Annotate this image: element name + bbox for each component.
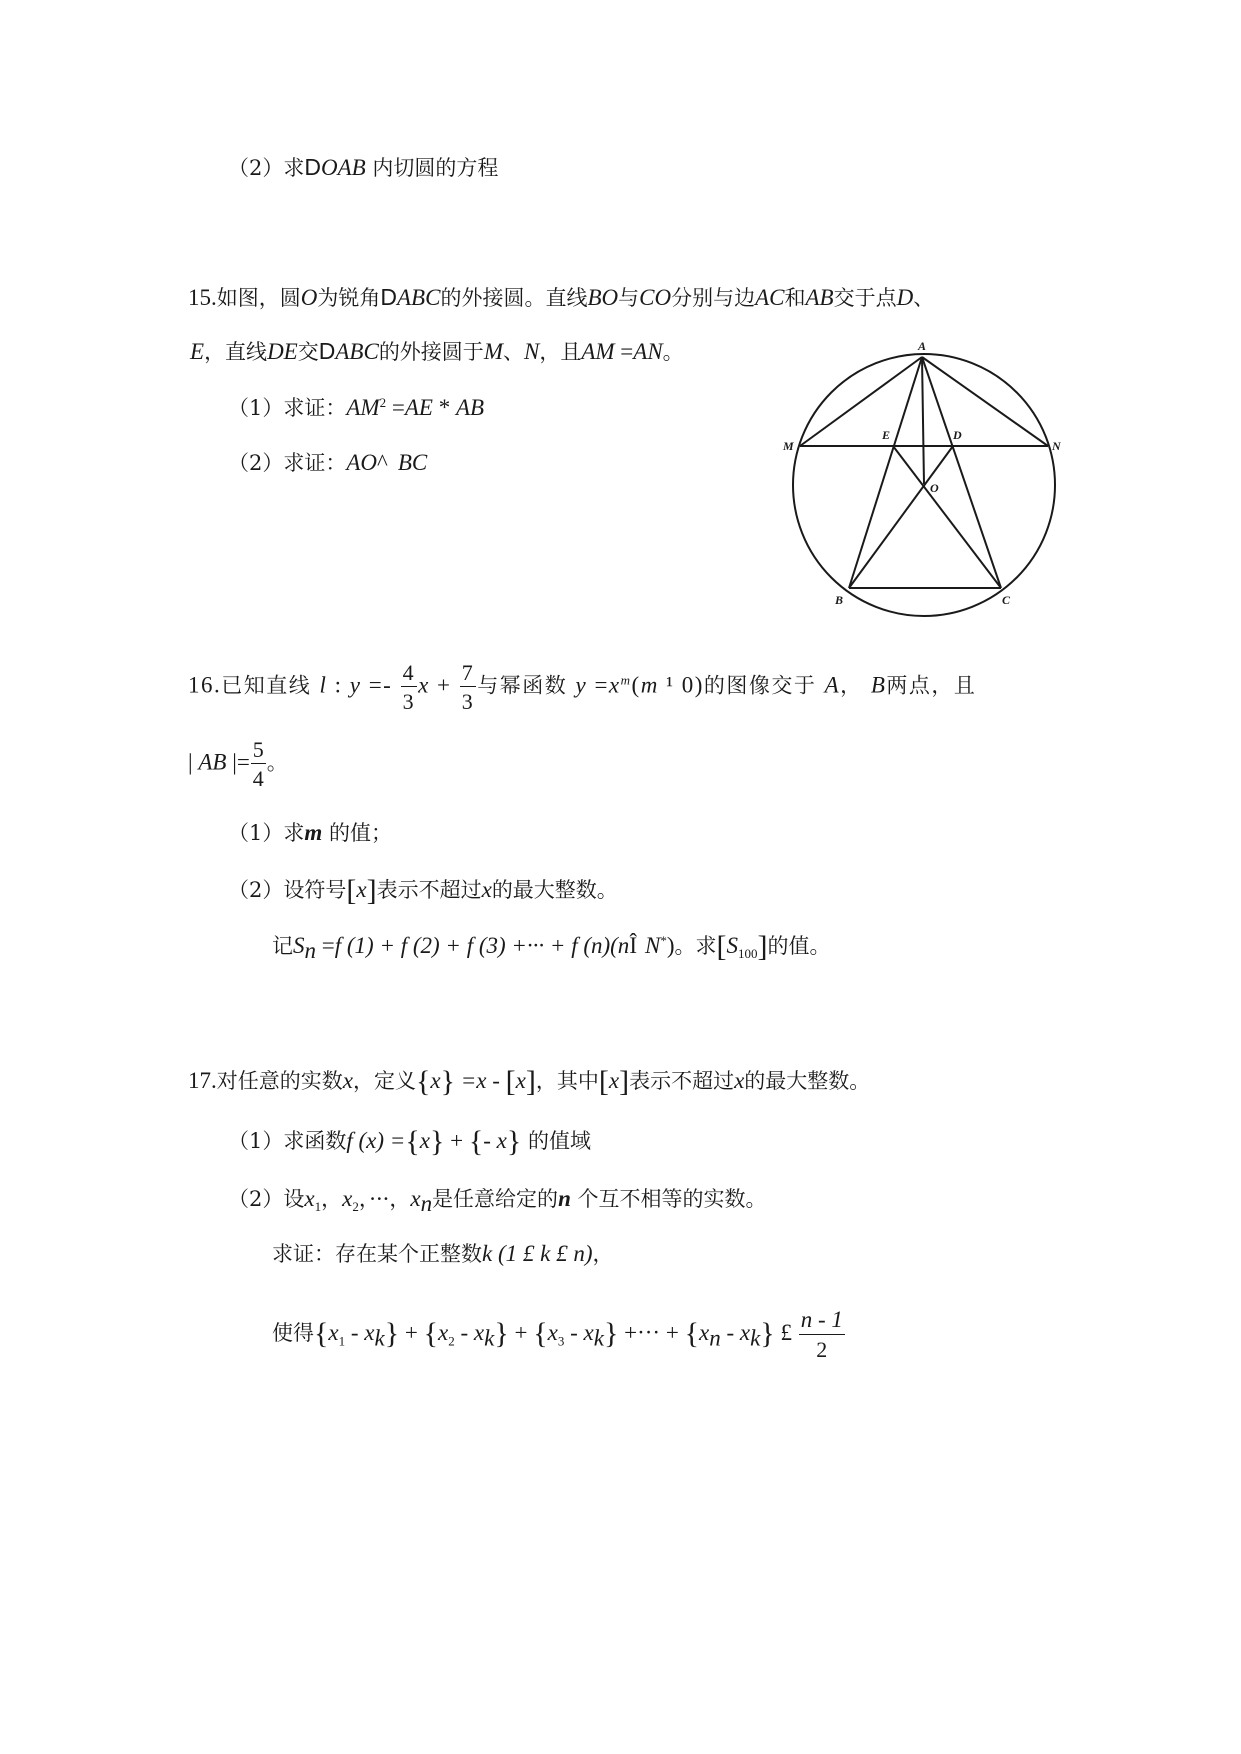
- subscript: 2: [448, 1333, 455, 1349]
- q16-part2: [228, 876, 618, 906]
- denominator: 3: [402, 689, 416, 715]
- math-abc: ABC: [335, 339, 379, 364]
- math-b: B: [870, 672, 887, 698]
- q15-line2: [190, 340, 684, 363]
- math-ab: AB: [198, 749, 227, 775]
- label-e: E: [882, 428, 891, 442]
- math-x: x: [547, 1320, 558, 1346]
- geometry-figure-circle: [775, 335, 1065, 625]
- denominator: 4: [252, 766, 264, 792]
- q16-part1: [228, 821, 392, 844]
- fraction-4-3: [401, 661, 418, 713]
- math-x: x: [410, 1186, 421, 1211]
- math-a: A: [824, 672, 841, 698]
- math-ab: AB: [805, 285, 834, 310]
- math-e: E: [190, 339, 205, 364]
- left-brace: {: [684, 1317, 699, 1351]
- numerator: n - 1: [799, 1308, 845, 1335]
- numerator: 5: [251, 738, 266, 764]
- math-ac: AC: [755, 285, 785, 310]
- math-o: O: [300, 285, 318, 310]
- exponent: 2: [379, 395, 387, 410]
- text: 如图，圆: [216, 286, 301, 310]
- text: ，且: [539, 340, 582, 364]
- q15-part2-prefix: （2）求证：: [228, 451, 347, 475]
- math-m: m: [304, 820, 323, 845]
- subscript-k: k: [484, 1325, 495, 1351]
- plus: +: [399, 1320, 424, 1346]
- right-brace: }: [760, 1317, 775, 1351]
- q17-line1: [188, 1067, 870, 1097]
- label-m: M: [783, 439, 794, 453]
- text: 的最大整数。: [491, 878, 618, 902]
- subscript-n: n: [304, 938, 316, 964]
- math-am: AM: [581, 339, 615, 364]
- q17-part2b: [272, 1242, 614, 1265]
- q15-line1: [188, 286, 934, 309]
- text: 交于点: [833, 286, 897, 310]
- superscript-star: *: [660, 933, 667, 948]
- text: ，直线: [204, 340, 268, 364]
- math-s: S: [293, 933, 305, 958]
- text: ，: [840, 673, 871, 698]
- not-equal-symbol: ¹: [658, 672, 682, 698]
- math-n: N: [523, 339, 540, 364]
- math-abc: ABC: [397, 285, 441, 310]
- text: 的值；: [322, 821, 392, 845]
- abs-bar-equals: |=: [226, 749, 250, 775]
- equals: =: [587, 672, 609, 698]
- right-brace: }: [440, 1065, 455, 1098]
- text: ，: [592, 1242, 614, 1266]
- left-brace: {: [423, 1317, 439, 1351]
- math-x: x: [608, 672, 621, 698]
- ellipsis: ，···，: [358, 1187, 411, 1211]
- math-bo: BO: [587, 285, 619, 310]
- equals-minus: =-: [361, 672, 400, 698]
- math-x: x: [342, 1186, 353, 1211]
- text: 记: [272, 934, 293, 958]
- times-symbol: *: [432, 395, 456, 420]
- fraction-5-4: [251, 738, 266, 790]
- right-bracket: ]: [525, 1065, 536, 1098]
- sum-expression: f (1) + f (2) + f (3) +··· + f (n)(n: [334, 933, 630, 958]
- math-x: x: [438, 1320, 449, 1346]
- paren: ): [666, 933, 675, 958]
- math-d: D: [896, 285, 914, 310]
- left-brace: {: [468, 1125, 484, 1158]
- range-expression: (1 £ k £ n): [492, 1241, 593, 1266]
- subscript-k: k: [374, 1325, 385, 1351]
- q15-part2: [228, 451, 427, 474]
- text: 交: [297, 340, 319, 364]
- plus-ellipsis: +··· +: [618, 1320, 685, 1346]
- fraction-n-minus-1-over-2: [799, 1308, 845, 1361]
- text: 分别与边: [671, 286, 756, 310]
- math-y: y: [349, 672, 362, 698]
- text: 的图像交于: [703, 673, 825, 698]
- less-equal-symbol: £: [774, 1320, 798, 1346]
- text: 的最大整数。: [744, 1069, 871, 1093]
- math-x: x: [583, 1320, 594, 1346]
- math-x: x: [356, 877, 367, 902]
- left-bracket: [: [716, 930, 727, 963]
- left-bracket: [: [598, 1065, 609, 1098]
- circle-diagram: [775, 335, 1065, 625]
- plus: +: [429, 672, 459, 698]
- label-a: A: [918, 339, 927, 353]
- denominator: 3: [461, 689, 475, 715]
- text: 是任意给定的: [432, 1187, 559, 1211]
- q17-part2-prefix: （2）设: [228, 1187, 305, 1211]
- q14-part2-prefix: （2）求: [228, 156, 305, 180]
- math-m: M: [483, 339, 503, 364]
- text: 已知直线: [221, 673, 320, 698]
- label-b: B: [835, 593, 844, 607]
- math-x: x: [515, 1068, 526, 1093]
- text: 个互不相等的实数。: [570, 1187, 767, 1211]
- math-neg-x: - x: [483, 1128, 507, 1153]
- left-brace: {: [314, 1317, 329, 1351]
- left-brace: {: [415, 1065, 431, 1098]
- math-an: AN: [633, 339, 663, 364]
- math-k: k: [482, 1241, 493, 1266]
- left-bracket: [: [505, 1065, 516, 1098]
- label-c: C: [1002, 593, 1011, 607]
- q16-part1-prefix: （1）求: [228, 821, 305, 845]
- q14-part2: [228, 156, 498, 179]
- label-o: O: [930, 481, 939, 495]
- math-bc: BC: [397, 450, 428, 475]
- equals: =: [614, 339, 634, 364]
- right-brace: }: [384, 1317, 400, 1351]
- q15-part1: [228, 396, 484, 419]
- label-d: D: [953, 428, 962, 442]
- q14-part2-rest: 内切圆的方程: [365, 156, 499, 180]
- text: 的外接圆于: [378, 340, 484, 364]
- perpendicular-symbol: ^: [377, 450, 388, 475]
- right-bracket: ]: [366, 874, 377, 907]
- math-am: AM: [346, 395, 380, 420]
- subscript-n: n: [420, 1191, 433, 1217]
- paren: (: [631, 672, 641, 698]
- math-x: x: [430, 1068, 441, 1093]
- math-x: x: [481, 877, 492, 902]
- text: 。: [266, 750, 288, 775]
- triangle-symbol: D: [380, 284, 397, 310]
- text: 使得: [272, 1321, 314, 1346]
- equals-expression: =x -: [455, 1068, 506, 1093]
- text: 求证：存在某个正整数: [272, 1242, 482, 1266]
- subscript-k: k: [593, 1325, 604, 1351]
- numerator: 7: [460, 661, 477, 687]
- text: 的值域: [521, 1129, 591, 1153]
- math-x: x: [734, 1068, 745, 1093]
- colon: :: [327, 672, 350, 698]
- subscript: 3: [557, 1333, 565, 1349]
- math-ae: AE: [404, 395, 433, 420]
- math-x: x: [304, 1186, 315, 1211]
- text: 与幂函数: [477, 673, 576, 698]
- right-brace: }: [494, 1317, 509, 1351]
- math-n-set: N: [644, 933, 661, 958]
- math-l: l: [319, 672, 328, 698]
- math-x: x: [698, 1320, 710, 1346]
- subscript-n: n: [709, 1325, 721, 1351]
- label-n: N: [1052, 439, 1061, 453]
- right-bracket: ]: [619, 1065, 630, 1098]
- q16-line1: [188, 661, 976, 713]
- text: 、: [913, 286, 935, 310]
- text: 为锐角: [317, 286, 381, 310]
- fraction-7-3: [460, 661, 477, 713]
- left-brace: {: [405, 1125, 420, 1158]
- q17-part1-prefix: （1）求函数: [228, 1129, 347, 1153]
- math-x: x: [419, 1128, 430, 1153]
- math-co: CO: [639, 285, 672, 310]
- q16-line2: [188, 738, 288, 790]
- text: 两点，且: [886, 673, 977, 698]
- comma: ，: [321, 1187, 343, 1211]
- text: 和: [784, 286, 806, 310]
- q16-part2-prefix: （2）设符号: [228, 878, 347, 902]
- math-x: x: [608, 1068, 620, 1093]
- numerator: 4: [401, 661, 418, 687]
- subscript-k: k: [750, 1325, 761, 1351]
- text: 。: [662, 340, 684, 364]
- subscript: 1: [338, 1333, 346, 1349]
- zero: 0): [681, 672, 704, 698]
- math-m: m: [640, 672, 659, 698]
- plus: +: [444, 1128, 469, 1153]
- text: 的外接圆。直线: [440, 286, 588, 310]
- math-x: x: [364, 1320, 375, 1346]
- text: 与: [618, 286, 640, 310]
- math-ao: AO: [346, 450, 378, 475]
- question-number-15: 15.: [188, 285, 217, 310]
- math-s: S: [726, 933, 738, 958]
- subscript-1: 1: [314, 1199, 322, 1215]
- triangle-symbol: D: [318, 338, 336, 364]
- subscript-100: 100: [738, 946, 758, 962]
- q16-part2b: [272, 932, 831, 962]
- right-brace: }: [506, 1125, 522, 1158]
- denominator: 2: [816, 1337, 828, 1363]
- element-of-symbol: Î: [629, 933, 637, 958]
- math-x: x: [473, 1320, 485, 1346]
- math-x: x: [418, 672, 430, 698]
- triangle-symbol: D: [304, 154, 321, 180]
- math-de: DE: [267, 339, 298, 364]
- left-bracket: [: [346, 874, 357, 907]
- math-ab: AB: [455, 395, 485, 420]
- text: ，定义: [352, 1069, 416, 1093]
- right-brace: }: [429, 1125, 445, 1158]
- math-n: n: [558, 1186, 571, 1211]
- q15-part1-prefix: （1）求证：: [228, 396, 347, 420]
- text: 表示不超过: [376, 878, 482, 902]
- q17-part2: [228, 1187, 767, 1215]
- triangle-oab: OAB: [321, 155, 366, 180]
- math-y: y: [575, 672, 588, 698]
- function-f: f (x) =: [346, 1128, 406, 1153]
- plus: +: [508, 1320, 534, 1346]
- equals: =: [386, 395, 405, 420]
- exponent-m: m: [620, 672, 632, 688]
- text: 的值。: [767, 934, 831, 958]
- question-number-16: 16.: [188, 672, 222, 698]
- right-bracket: ]: [757, 930, 768, 963]
- text: 表示不超过: [629, 1069, 735, 1093]
- q17-part2c: 使得$\{x_1 - x_k\} + \{x_2 - x_k\} + \{x_3 - x_k\}$ +··· + $\{x_n - x_k\}$ £ $\frac{n - 1}{2}$: [272, 1307, 843, 1363]
- subscript-2: 2: [352, 1199, 359, 1215]
- text: 、: [502, 340, 524, 364]
- text: 。求: [674, 934, 717, 958]
- question-number-17: 17.: [188, 1068, 217, 1093]
- right-brace: }: [603, 1317, 619, 1351]
- text: ，其中: [535, 1069, 599, 1093]
- equals: =: [316, 933, 335, 958]
- q17-part1: [228, 1127, 591, 1157]
- math-x: x: [739, 1320, 751, 1346]
- math-x: x: [342, 1068, 353, 1093]
- math-x: x: [328, 1320, 339, 1346]
- left-brace: {: [533, 1317, 548, 1351]
- abs-bar: |: [188, 749, 199, 775]
- text: 对任意的实数: [216, 1069, 343, 1093]
